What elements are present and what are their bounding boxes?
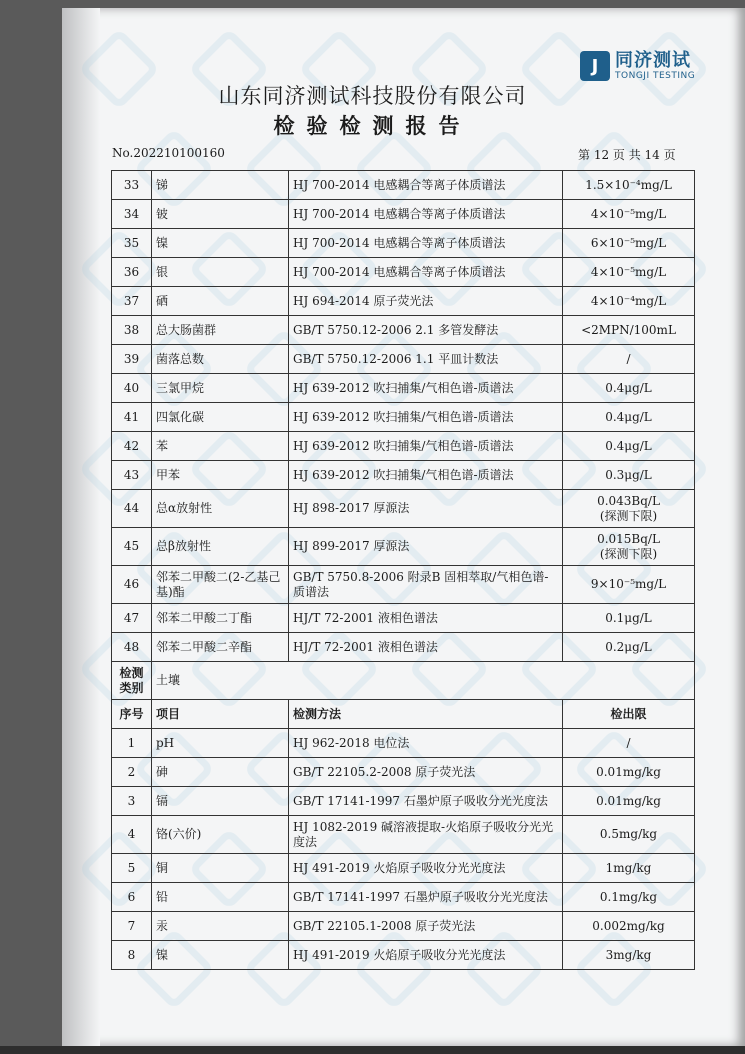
row-limit: 0.1μg/L (563, 604, 695, 633)
row-method: HJ 694-2014 原子荧光法 (289, 287, 563, 316)
table-row (112, 403, 695, 432)
row-number: 1 (112, 729, 152, 758)
row-item: 锑 (152, 171, 289, 200)
row-limit: / (563, 345, 695, 374)
header-method: 检测方法 (289, 700, 563, 729)
row-limit: 4×10⁻⁴mg/L (563, 287, 695, 316)
table-row (112, 490, 695, 528)
table-row (112, 566, 695, 604)
table-row (112, 229, 695, 258)
row-item: 铍 (152, 200, 289, 229)
row-item: 甲苯 (152, 461, 289, 490)
row-limit: 1.5×10⁻⁴mg/L (563, 171, 695, 200)
row-item: 银 (152, 258, 289, 287)
table-row (112, 528, 695, 566)
table-row (112, 171, 695, 200)
row-method: HJ/T 72-2001 液相色谱法 (289, 604, 563, 633)
row-method: HJ 899-2017 厚源法 (289, 528, 563, 566)
row-item: 镍 (152, 941, 289, 970)
row-limit: 0.4μg/L (563, 432, 695, 461)
table-row (112, 316, 695, 345)
row-method: HJ 491-2019 火焰原子吸收分光光度法 (289, 854, 563, 883)
row-limit: 3mg/kg (563, 941, 695, 970)
row-number: 43 (112, 461, 152, 490)
row-limit-note: (探测下限) (599, 546, 658, 561)
row-limit: 9×10⁻⁵mg/L (563, 566, 695, 604)
row-limit: 1mg/kg (563, 854, 695, 883)
row-item: 总大肠菌群 (152, 316, 289, 345)
row-item: 铜 (152, 854, 289, 883)
row-item: 苯 (152, 432, 289, 461)
row-number: 34 (112, 200, 152, 229)
table-row (112, 729, 695, 758)
row-number: 33 (112, 171, 152, 200)
row-method: GB/T 17141-1997 石墨炉原子吸收分光光度法 (289, 883, 563, 912)
table-row (112, 345, 695, 374)
table-row (112, 941, 695, 970)
row-method: GB/T 22105.2-2008 原子荧光法 (289, 758, 563, 787)
table-row (112, 816, 695, 854)
row-item: 总β放射性 (152, 528, 289, 566)
row-method: HJ 700-2014 电感耦合等离子体质谱法 (289, 200, 563, 229)
row-item: 砷 (152, 758, 289, 787)
row-limit: 6×10⁻⁵mg/L (563, 229, 695, 258)
row-method: HJ 639-2012 吹扫捕集/气相色谱-质谱法 (289, 461, 563, 490)
row-method: GB/T 22105.1-2008 原子荧光法 (289, 912, 563, 941)
table-row (112, 633, 695, 662)
table-row (112, 758, 695, 787)
row-item: 总α放射性 (152, 490, 289, 528)
row-method: HJ 491-2019 火焰原子吸收分光光度法 (289, 941, 563, 970)
report-title: 检验检测报告 (273, 113, 472, 138)
row-method: HJ 1082-2019 碱溶液提取-火焰原子吸收分光光度法 (289, 816, 563, 854)
scan-bottom-edge (0, 1046, 745, 1054)
row-number: 40 (112, 374, 152, 403)
row-number: 37 (112, 287, 152, 316)
header-item: 项目 (152, 700, 289, 729)
row-number: 38 (112, 316, 152, 345)
row-number: 46 (112, 566, 152, 604)
row-method: GB/T 5750.12-2006 1.1 平皿计数法 (289, 345, 563, 374)
row-limit: 0.4μg/L (563, 374, 695, 403)
row-limit: 0.5mg/kg (563, 816, 695, 854)
row-item: 三氯甲烷 (152, 374, 289, 403)
table-row (112, 461, 695, 490)
row-number: 44 (112, 490, 152, 528)
table-row (112, 604, 695, 633)
page-indicator: 第 12 页 共 14 页 (578, 148, 676, 162)
row-limit (563, 490, 695, 528)
row-limit: 0.002mg/kg (563, 912, 695, 941)
row-limit-value: 0.015Bq/L (597, 531, 660, 546)
row-number: 41 (112, 403, 152, 432)
row-limit: 4×10⁻⁵mg/L (563, 200, 695, 229)
table-header-row (112, 700, 695, 729)
test-methods-table (111, 170, 695, 970)
row-number: 3 (112, 787, 152, 816)
row-limit-value: 0.043Bq/L (597, 493, 660, 508)
row-method: HJ 700-2014 电感耦合等离子体质谱法 (289, 258, 563, 287)
row-method: HJ 700-2014 电感耦合等离子体质谱法 (289, 171, 563, 200)
row-item: 铬(六价) (152, 816, 289, 854)
row-item: 邻苯二甲酸二丁酯 (152, 604, 289, 633)
row-number: 35 (112, 229, 152, 258)
row-method: HJ 639-2012 吹扫捕集/气相色谱-质谱法 (289, 374, 563, 403)
row-number: 39 (112, 345, 152, 374)
row-limit-note: (探测下限) (599, 508, 658, 523)
row-number: 45 (112, 528, 152, 566)
row-number: 7 (112, 912, 152, 941)
row-number: 48 (112, 633, 152, 662)
row-item: 汞 (152, 912, 289, 941)
row-method: HJ 639-2012 吹扫捕集/气相色谱-质谱法 (289, 403, 563, 432)
header-number: 序号 (112, 700, 152, 729)
category-row (112, 662, 695, 700)
logo-mark-icon: J (580, 51, 610, 81)
row-limit: 0.4μg/L (563, 403, 695, 432)
row-number: 42 (112, 432, 152, 461)
row-limit: 0.01mg/kg (563, 787, 695, 816)
row-limit: 0.1mg/kg (563, 883, 695, 912)
logo-english-name: TONGJI TESTING (615, 70, 696, 81)
row-method: HJ 962-2018 电位法 (289, 729, 563, 758)
row-number: 47 (112, 604, 152, 633)
page-binding-shadow (62, 8, 100, 1046)
table-row (112, 200, 695, 229)
row-method: GB/T 5750.8-2006 附录B 固相萃取/气相色谱-质谱法 (289, 566, 563, 604)
row-method: GB/T 5750.12-2006 2.1 多管发酵法 (289, 316, 563, 345)
row-item: 镍 (152, 229, 289, 258)
row-limit: 4×10⁻⁵mg/L (563, 258, 695, 287)
row-limit: <2MPN/100mL (563, 316, 695, 345)
row-number: 4 (112, 816, 152, 854)
category-label: 检测类别 (112, 662, 152, 700)
row-method: HJ 700-2014 电感耦合等离子体质谱法 (289, 229, 563, 258)
row-item: pH (152, 729, 289, 758)
table-row (112, 912, 695, 941)
row-item: 铅 (152, 883, 289, 912)
table-row (112, 287, 695, 316)
row-limit: 0.3μg/L (563, 461, 695, 490)
row-item: 菌落总数 (152, 345, 289, 374)
row-item: 四氯化碳 (152, 403, 289, 432)
row-method: GB/T 17141-1997 石墨炉原子吸收分光光度法 (289, 787, 563, 816)
row-number: 8 (112, 941, 152, 970)
table-row (112, 854, 695, 883)
table-row (112, 374, 695, 403)
row-item: 邻苯二甲酸二辛酯 (152, 633, 289, 662)
row-number: 6 (112, 883, 152, 912)
row-method: HJ 898-2017 厚源法 (289, 490, 563, 528)
row-limit: / (563, 729, 695, 758)
category-value: 土壤 (152, 662, 695, 700)
company-name: 山东同济测试科技股份有限公司 (218, 84, 527, 108)
table-row (112, 432, 695, 461)
table-row (112, 787, 695, 816)
row-item: 硒 (152, 287, 289, 316)
row-item: 邻苯二甲酸二(2-乙基己基)酯 (152, 566, 289, 604)
table-row (112, 258, 695, 287)
row-number: 2 (112, 758, 152, 787)
header-limit: 检出限 (563, 700, 695, 729)
table-row (112, 883, 695, 912)
row-limit: 0.01mg/kg (563, 758, 695, 787)
report-number: No.202210100160 (112, 146, 225, 160)
row-number: 5 (112, 854, 152, 883)
row-method: HJ/T 72-2001 液相色谱法 (289, 633, 563, 662)
row-method: HJ 639-2012 吹扫捕集/气相色谱-质谱法 (289, 432, 563, 461)
row-number: 36 (112, 258, 152, 287)
row-limit: 0.2μg/L (563, 633, 695, 662)
row-item: 镉 (152, 787, 289, 816)
logo-chinese-name: 同济测试 (615, 49, 691, 71)
row-limit (563, 528, 695, 566)
